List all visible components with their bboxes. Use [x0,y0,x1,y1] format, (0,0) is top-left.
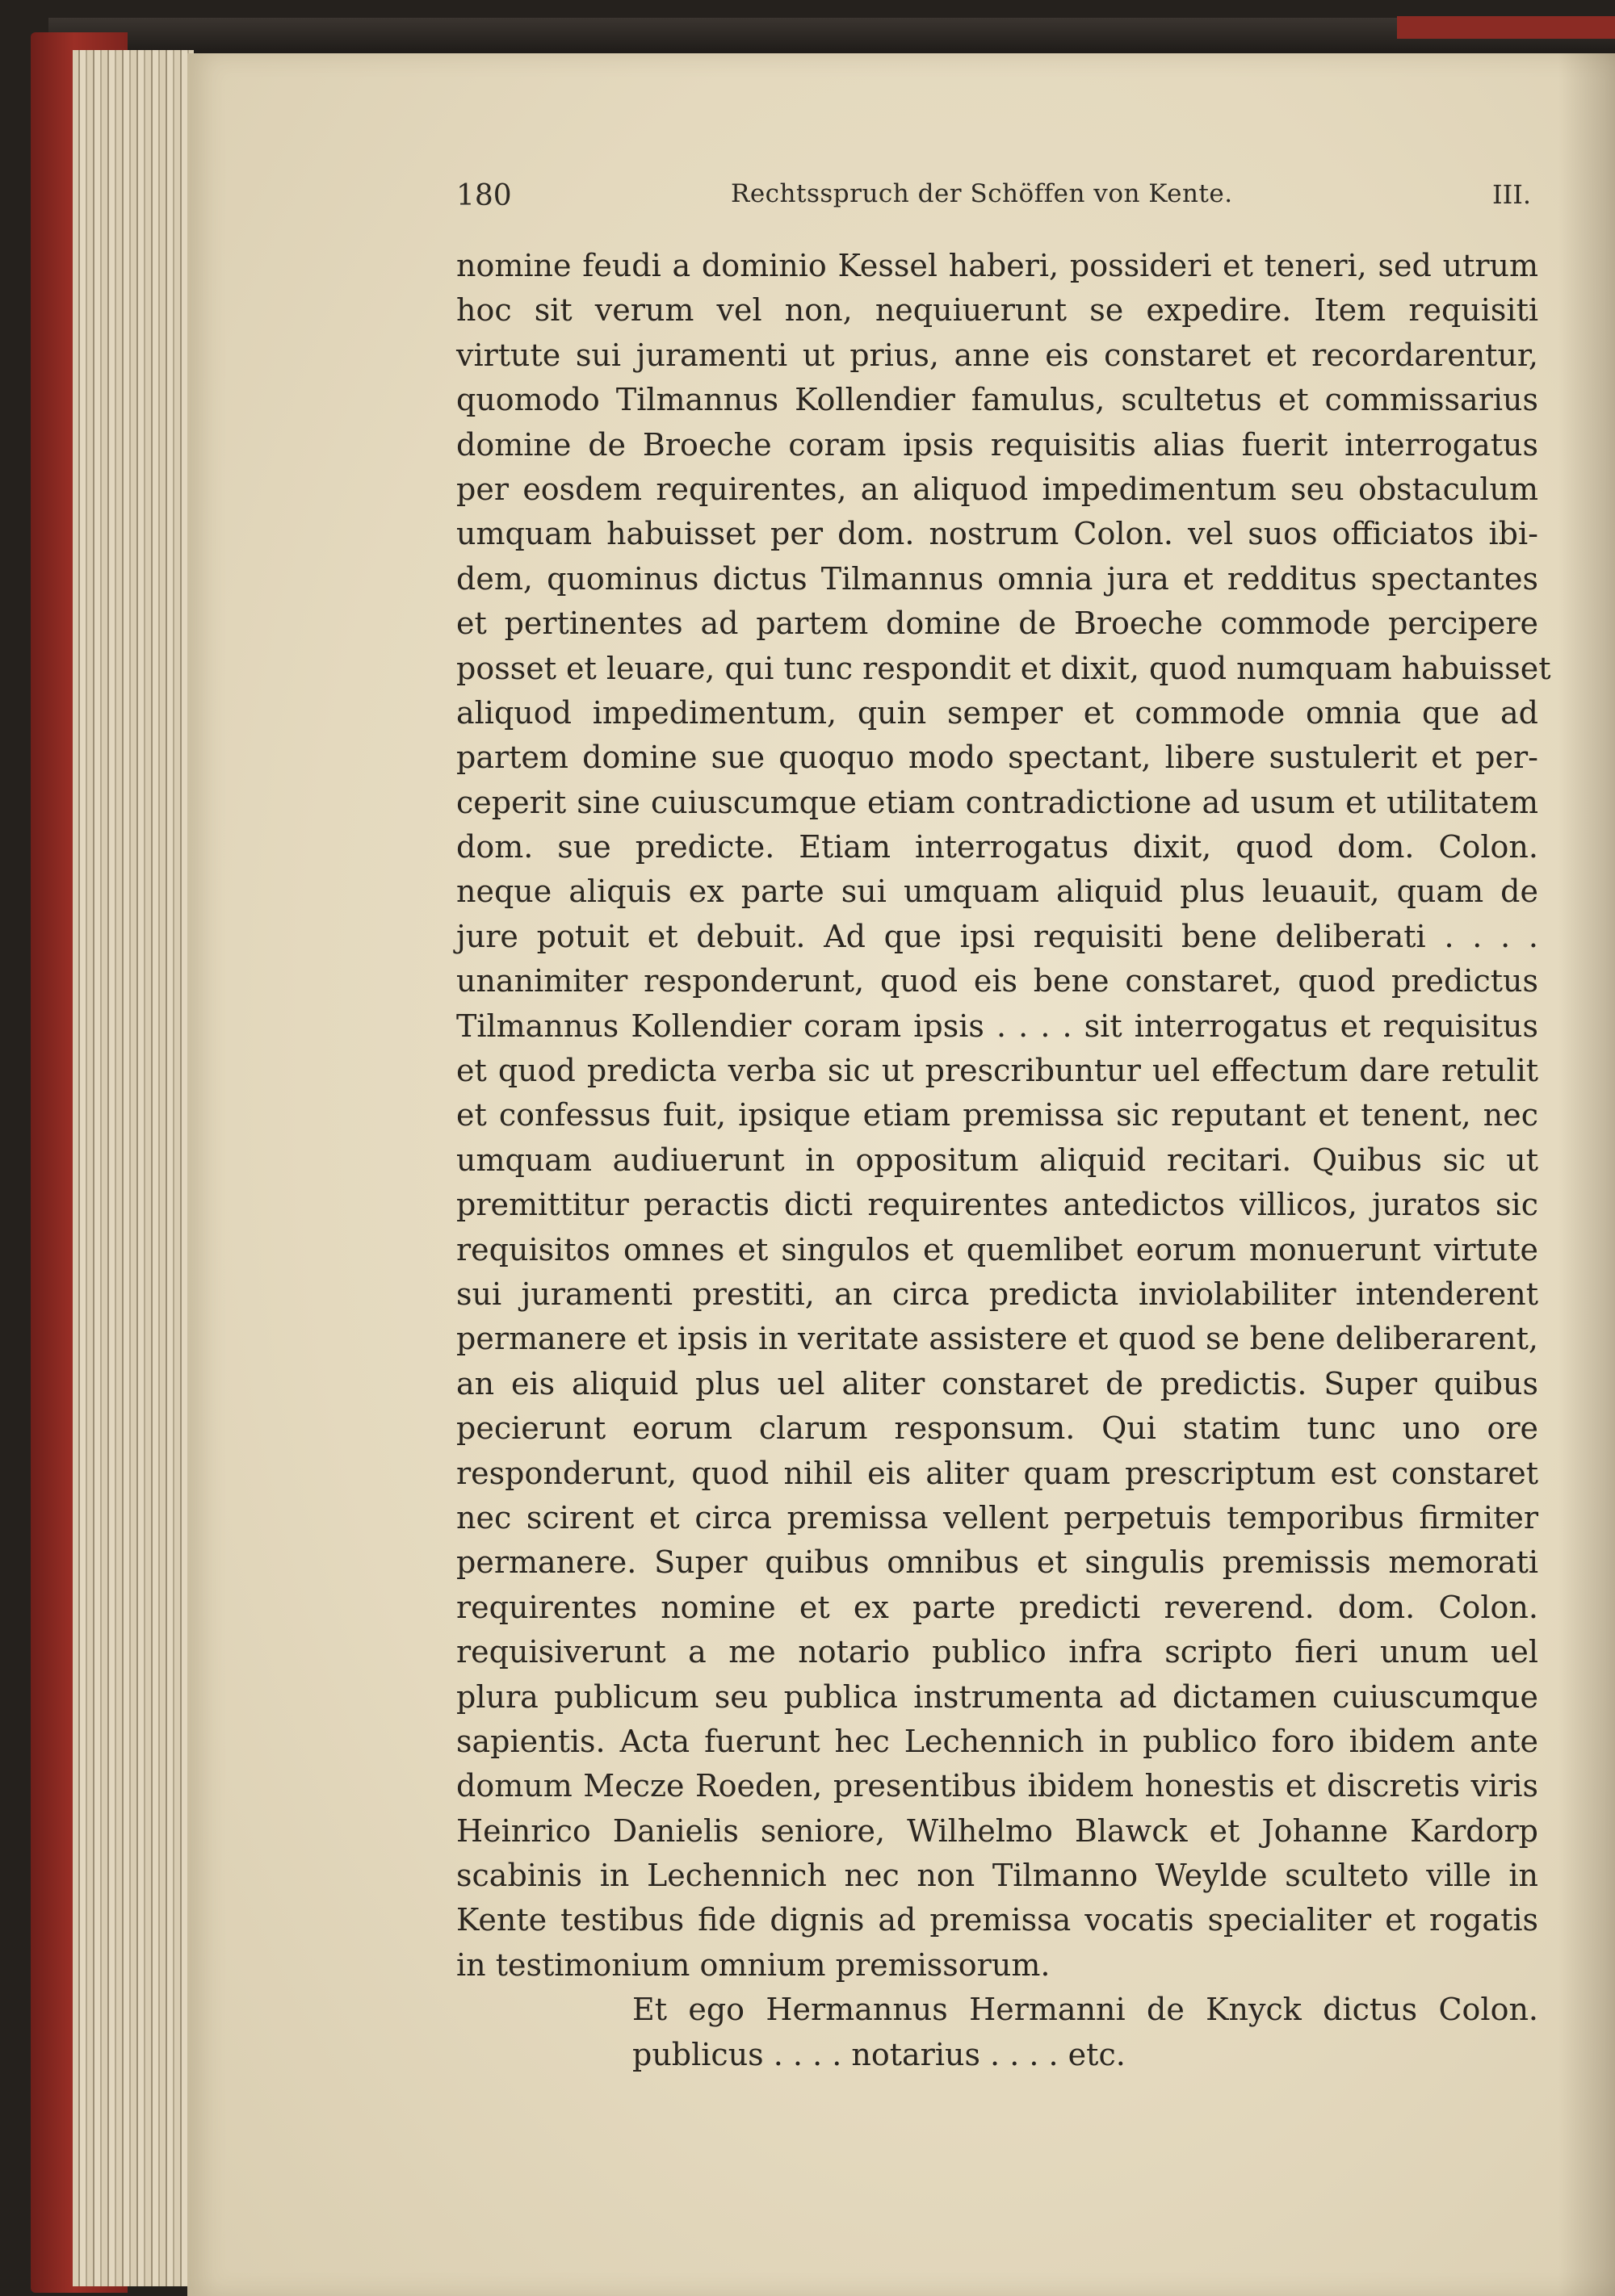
text-line: in testimonium omnium premissorum. [456,1946,1051,1983]
text-line: et confessus fuit, ipsique etiam premissa sic reputant et tenent, nec [456,1097,1538,1133]
text-line: quomodo Tilmannus Kollendier famulus, scultetus et commissarius [456,382,1538,418]
text-line: requisiverunt a me notario publico infra scripto fieri unum uel [456,1634,1538,1670]
text-line: permanere et ipsis in veritate assistere et quod se bene deliberarent, [456,1321,1538,1357]
text-line: scabinis in Lechennich nec non Tilmanno Weylde sculteto ville in [456,1858,1538,1894]
page-number: 180 [456,179,512,212]
text-line: premittitur peractis dicti requirentes antedictos villicos, juratos sic [456,1187,1538,1223]
text-line: requisitos omnes et singulos et quemlibet eorum monuerunt virtute [456,1231,1538,1267]
closing-line: Et ego Hermannus Hermanni de Knyck dictus Colon. [632,1992,1538,2028]
text-line: nec scirent et circa premissa vellent perpetuis temporibus firmiter [456,1499,1538,1536]
text-line: unanimiter responderunt, quod eis bene constaret, quod predictus [456,963,1538,999]
text-line: permanere. Super quibus omnibus et singulis premissis memorati [456,1544,1538,1581]
text-line: virtute sui juramenti ut prius, anne eis constaret et recordarentur, [456,337,1538,373]
text-line: Heinrico Danielis seniore, Wilhelmo Blawck et Johanne Kardorp [456,1812,1538,1849]
binding-top-edge [48,18,1615,54]
text-line: umquam audiuerunt in oppositum aliquid recitari. Quibus sic ut [456,1142,1538,1178]
text-line: nomine feudi a dominio Kessel haberi, possideri et teneri, sed utrum [456,248,1538,283]
page-edges [73,50,194,2286]
running-title: Rechtsspruch der Schöffen von Kente. [731,179,1233,208]
text-line: aliquod impedimentum, quin semper et commode omnia que ad [456,694,1538,731]
text-line: responderunt, quod nihil eis aliter quam prescriptum est constaret [456,1455,1538,1491]
text-line: jure potuit et debuit. Ad que ipsi requisiti bene deliberati . . . . [456,918,1538,954]
text-line: ceperit sine cuiuscumque etiam contradictione ad usum et utilitatem [456,784,1538,820]
body-text [456,244,1551,2077]
closing-line: publicus . . . . notarius . . . . etc. [632,2036,1126,2072]
cover-corner [1397,16,1615,39]
text-line: et quod predicta verba sic ut prescribuntur uel effectum dare retulit [456,1053,1538,1089]
text-line: requirentes nomine et ex parte predicti reverend. dom. Colon. [456,1589,1538,1625]
text-line: Kente testibus fide dignis ad premissa vocatis specialiter et rogatis [456,1902,1538,1938]
text-line: neque aliquis ex parte sui umquam aliquid plus leuauit, quam de [456,874,1538,910]
text-line: umquam habuisset per dom. nostrum Colon. vel suos officiatos ibi- [456,516,1538,552]
text-line: dom. sue predicte. Etiam interrogatus dixit, quod dom. Colon. [456,829,1538,865]
text-line: partem domine sue quoquo modo spectant, libere sustulerit et per- [456,739,1538,776]
text-line: et pertinentes ad partem domine de Broeche commode percipere [456,605,1538,642]
text-line: per eosdem requirentes, an aliquod impedimentum seu obstaculum [456,471,1538,507]
text-line: plura publicum seu publica instrumenta ad dictamen cuiuscumque [456,1678,1538,1715]
text-line: domum Mecze Roeden, presentibus ibidem honestis et discretis viris [456,1768,1538,1804]
text-line: hoc sit verum vel non, nequiuerunt se expedire. Item requisiti [456,292,1538,329]
text-line: dem, quominus dictus Tilmannus omnia jura et redditus spectantes [456,560,1538,597]
text-line: sapientis. Acta fuerunt hec Lechennich in publico foro ibidem ante [456,1723,1538,1759]
text-line: domine de Broeche coram ipsis requisitis alias fuerit interrogatus [456,426,1538,463]
text-line: pecierunt eorum clarum responsum. Qui statim tunc uno ore [456,1410,1538,1447]
text-line: Tilmannus Kollendier coram ipsis . . . . sit interrogatus et requisitus [456,1008,1538,1044]
text-line: sui juramenti prestiti, an circa predicta inviolabiliter intenderent [456,1276,1538,1312]
text-line: posset et leuare, qui tunc respondit et dixit, quod numquam habuisset [456,650,1551,686]
text-line: an eis aliquid plus uel aliter constaret de predictis. Super quibus [456,1365,1538,1401]
chapter-number: III. [1492,179,1532,210]
